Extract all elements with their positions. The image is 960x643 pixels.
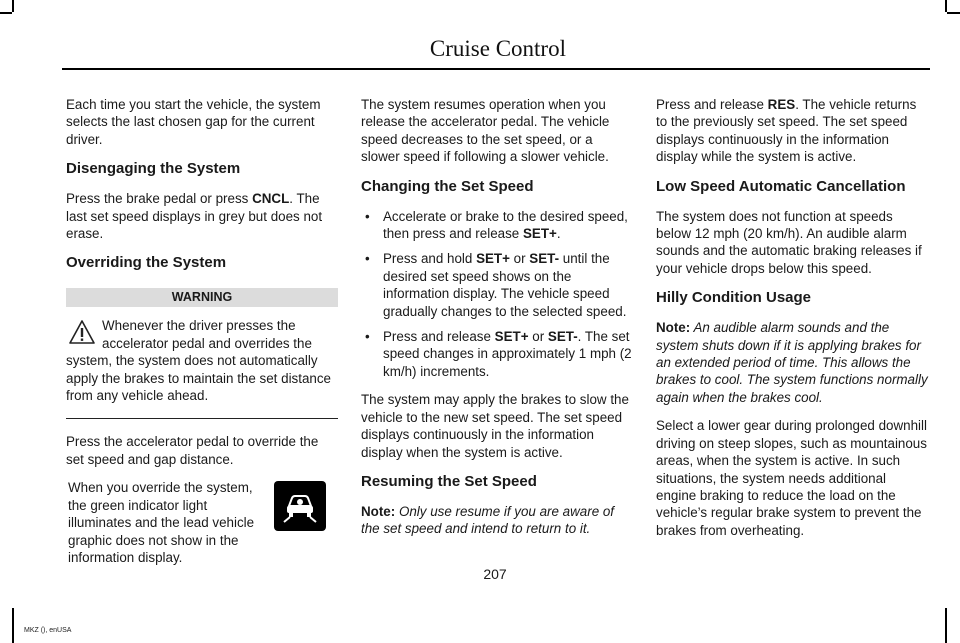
resume-operation-paragraph: The system resumes operation when you release the accelerator pedal. The vehicle speed decreases to the set speed, or a slower speed if following a slower vehicle.: [361, 97, 610, 165]
crop-mark: [12, 0, 14, 12]
column-3: [656, 96, 928, 550]
hilly-paragraph: Select a lower gear during prolonged downhill driving on steep slopes, such as mountainous areas, when the system is active. In such situations, the system needs additional engine braking to reduce the load on the vehicle’s regular brake system to prevent the brakes from overheating.: [656, 418, 927, 538]
cruise-control-indicator-icon: [274, 481, 326, 531]
resume-note: Note: Only use resume if you are aware of the set speed and intend to return to it.: [361, 503, 615, 537]
page-title: Cruise Control: [429, 36, 566, 61]
header-divider: [62, 68, 930, 70]
brakes-paragraph: The system may apply the brakes to slow the vehicle to the new set speed. The set speed displays continuously in the information display when the system is active.: [361, 392, 629, 460]
footer-code: MKZ (), enUSA: [24, 627, 72, 634]
list-item: • Press and release SET+ or SET-. The set speed changes in approximately 1 mph (2 km/h) increments.: [361, 328, 633, 380]
res-paragraph: Press and release RES. The vehicle returns to the previously set speed. The set speed displays continuously in the information display while the system is active.: [656, 97, 917, 165]
crop-mark: [947, 12, 960, 14]
crop-mark: [945, 0, 947, 12]
column-1: [66, 96, 338, 577]
warning-triangle-icon: [68, 319, 96, 345]
cncl-button-label: CNCL: [252, 191, 290, 207]
set-speed-list: [361, 208, 633, 381]
indicator-block: [66, 479, 338, 566]
column-2: [361, 96, 633, 549]
warning-box: [66, 317, 338, 404]
res-button-label: RES: [767, 97, 796, 112]
warning-divider: [66, 418, 338, 419]
heading-disengaging: Disengaging the System: [66, 160, 241, 178]
heading-resuming-set-speed: Resuming the Set Speed: [361, 472, 537, 490]
intro-paragraph: Each time you start the vehicle, the system selects the last chosen gap for the current driver.: [66, 97, 321, 147]
list-item: • Press and hold SET+ or SET- until the desired set speed shows on the information display. The vehicle speed gradually changes to the selected speed.: [361, 250, 633, 320]
indicator-paragraph: When you override the system, the green indicator light illuminates and the lead vehicle graphic does not show in the information display.: [68, 480, 255, 565]
crop-mark: [945, 608, 947, 643]
warning-bar: WARNING: [66, 288, 338, 307]
heading-overriding: Overriding the System: [66, 254, 227, 272]
page-number: 207: [483, 566, 507, 582]
heading-low-speed-cancellation: Low Speed Automatic Cancellation: [656, 177, 906, 195]
low-speed-paragraph: The system does not function at speeds below 12 mph (20 km/h). An audible alarm sounds and the automatic braking releases if your vehicle drops below this speed.: [656, 208, 922, 276]
hilly-note: Note: An audible alarm sounds and the system shuts down if it is applying brakes for an extended period of time. This allows the brakes to cool. The system functions normally again when the brakes cool.: [656, 320, 928, 405]
warning-text: Whenever the driver presses the accelerator pedal and overrides the system, the system does not automatically apply the brakes to maintain the set distance from any vehicle ahead.: [66, 318, 331, 404]
crop-mark: [12, 608, 14, 643]
list-item: • Accelerate or brake to the desired speed, then press and release SET+.: [361, 208, 633, 243]
disengage-paragraph: Press the brake pedal or press CNCL. The last set speed displays in grey but does not erase.: [66, 191, 323, 242]
override-paragraph: Press the accelerator pedal to override the set speed and gap distance.: [66, 434, 319, 467]
heading-changing-set-speed: Changing the Set Speed: [361, 177, 534, 195]
crop-mark: [0, 12, 12, 14]
heading-hilly-condition: Hilly Condition Usage: [656, 289, 812, 307]
